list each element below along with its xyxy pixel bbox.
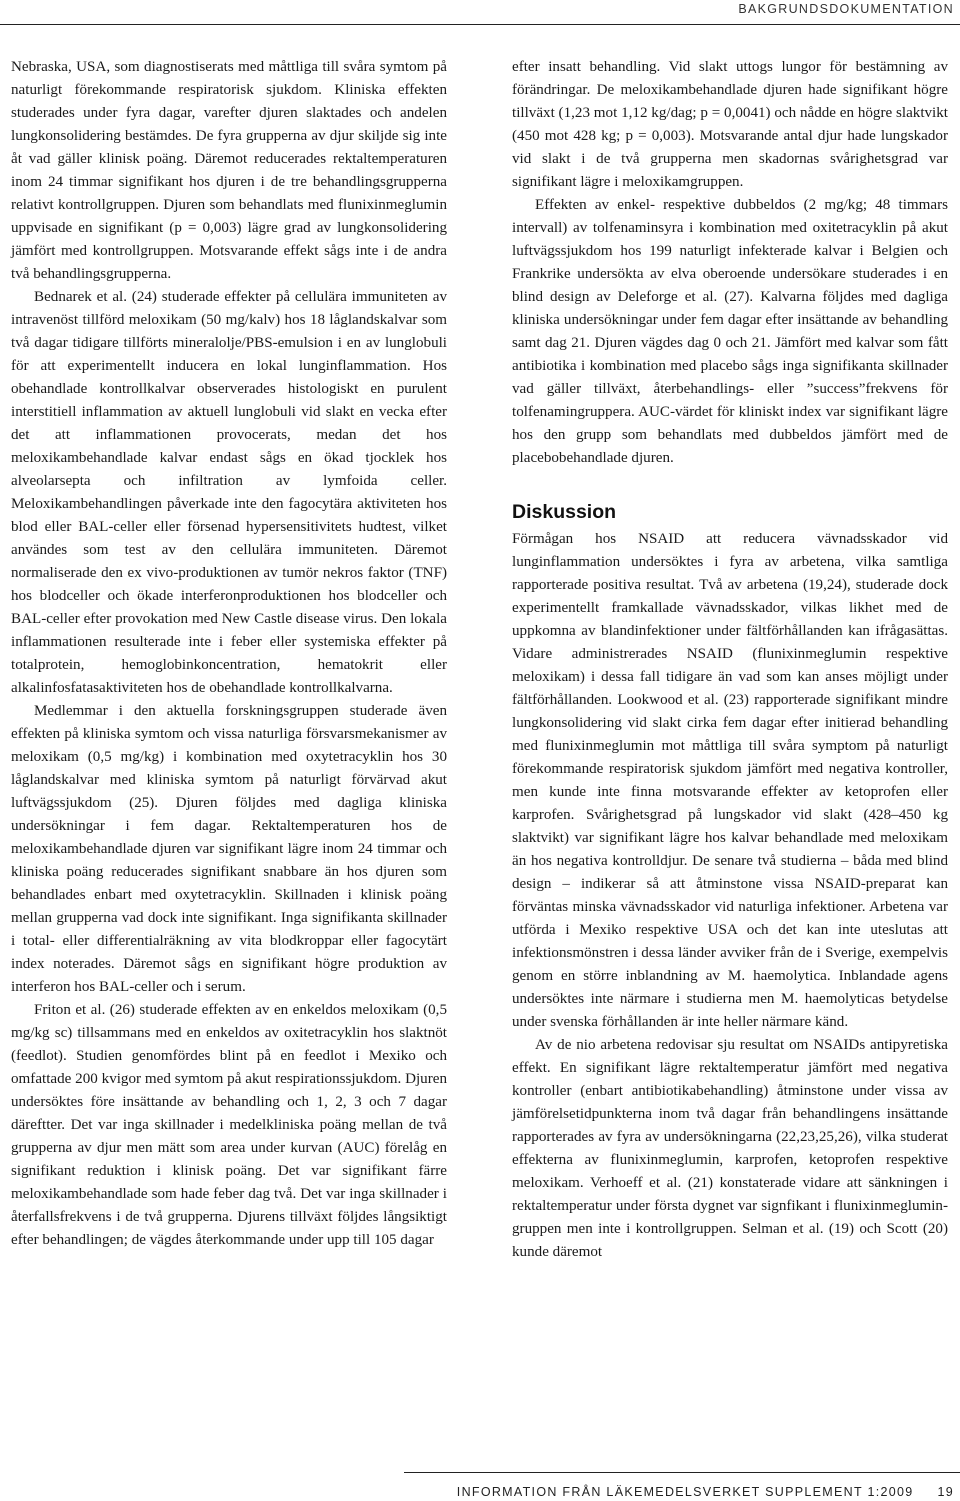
right-column xyxy=(512,56,948,1264)
body-paragraph: Förmågan hos NSAID att reducera vävnadsskador vid lunginflammation undersöktes i fyra av arbetena, vilka samtliga rapporterade positiva resultat. Två av arbetena (19,24), studerade dock experimentellt framkallade vävnadsskador, vilkas likhet med de uppkomna av blandinfektioner under fältförhållanden kan ifrågasättas. Vidare administrerades NSAID (flunixinmeglumin respektive meloxikam) i dessa fall tidigare än vad som kan anses möjligt under fältförhållanden. Lookwood et al. (23) rapporterade signifikant mindre lungkonsolidering vid slakt cirka fem dagar efter initierad behandling med flunixinmeglumin mot måttliga till svåra symptom på naturligt förekommande respiratorisk sjukdom jämfört med negativa kontroller, men kunde inte finna motsvarande effekter av ketoprofen eller karprofen. Svårighetsgrad på lungskador vid slakt (428–450 kg slaktvikt) var signifikant lägre hos kalvar behandlade med meloxikam än hos negativa kontrolldjur. De senare två studierna – båda med blind design – indikerar så att åtminstone vissa NSAID-preparat kan förväntas minska vävnadsskador vid naturliga infektioner. Arbetena var utförda i Mexiko respektive USA och det kan inte uteslutas att infektionsmönstren i dessa länder avviker från de i Sverige, exempelvis genom en större inblandning av M. haemolytica. Inblandade agens undersöktes inte närmare i studierna men M. haemolyticas betydelse under svenska förhållanden är inte heller närmare känd. xyxy=(512,531,948,1030)
body-paragraph: Bednarek et al. (24) studerade effekter på cellulära immuniteten av intravenöst tillförd meloxikam (50 mg/kalv) hos 18 låglandskalvar som två dagar tidigare tillförts mineralolje/PBS-emulsion i en av lunglobuli för att experimentellt inducera en lokal lunginflammation. Hos obehandlade kontrollkalvar observerades histologiskt en purulent interstitiell inflammation av aktuell lunglobuli vid slakt en vecka efter det att inflammationen provocerats, medan det hos meloxikambehandlade kalvar endast sågs en ökad tjocklek hos alveolarsepta och infiltration av lymfoida celler. Meloxikambehandlingen påverkade inte den fagocytära aktiviteten hos blod eller BAL-celler eller försenad hypersensitivitets hudtest, vilket användes som test av den cellulära immuniteten. Däremot normaliserade den ex vivo-produktionen av tumör nekros faktor (TNF) hos blodceller och ökade interferonproduktionen hos blodceller och BAL-celler efter provokation med New Castle disease virus. Den lokala inflammationen resulterade inte i feber eller systemiska effekter på totalprotein, hemoglobinkoncentration, hematokrit eller alkalinfosfatasaktiviteten hos de obehandlade kontrollkalvarna. xyxy=(11,289,447,696)
body-paragraph: efter insatt behandling. Vid slakt uttogs lungor för bestämning av förändringar. De meloxikambehandlade djuren hade signifikant högre tillväxt (1,23 mot 1,12 kg/dag; p = 0,0041) och nådde en högre slaktvikt (450 mot 428 kg; p = 0,003). Motsvarande antal djur hade lungskador vid slakt i de två grupperna men skadornas svårighetsgrad var signifikant lägre i meloxikamgruppen. xyxy=(512,59,948,190)
footer-divider xyxy=(404,1472,960,1473)
body-paragraph: Friton et al. (26) studerade effekten av en enkeldos meloxikam (0,5 mg/kg sc) tillsammans med en enkeldos av oxitetracyklin hos slaktnöt (feedlot). Studien genomfördes blint på en feedlot i Mexiko och omfattade 200 kvigor med symtom på akut respirationssjukdom. Djuren undersöktes före insättande av behandling och 1, 2, 3 och 7 dagar däreftter. Det var inga skillnader i medelkliniska poäng mellan de två grupperna av djur men mätt som area under kurvan (AUC) förelåg en signifikant reduktion i klinisk poäng. Det var signifikant färre meloxikambehandlade som hade feber dag två. Det var inga skillnader i återfallsfrekvens i de två grupperna. Djurens tillväxt följdes långsiktigt efter behandlingen; de vägdes återkommande under upp till 105 dagar xyxy=(11,1002,447,1248)
section-heading-diskussion: Diskussion xyxy=(512,501,617,523)
page-footer xyxy=(457,1484,954,1500)
section-label: BAKGRUNDSDOKUMENTATION xyxy=(738,2,954,16)
body-paragraph: Effekten av enkel- respektive dubbeldos (2 mg/kg; 48 timmars intervall) av tolfenaminsyra i kombination med oxitetracyklin på akut luftvägssjukdom hos 199 naturligt infekterade kalvar i Belgien och Frankrike undersökta av elva oberoende undersökare studerades i en blind design av Deleforge et al. (27). Kalvarna följdes med dagliga kliniska undersökningar under fem dagar efter insättande av behandling samt dag 21. Djuren vägdes dag 0 och 21. Jämfört med kalvar som fått antibiotika i kombination med placebo sågs inga signifikanta skillnader vad gäller tillväxt, återbehandlings- eller ”success”frekvens för tolfenamingruppera. AUC-värdet för kliniskt index var signifikant lägre hos den grupp som behandlats med dubbeldos jämfört med de placebobehandlade djuren. xyxy=(512,197,948,466)
body-paragraph: Nebraska, USA, som diagnostiserats med måttliga till svåra symtom på naturligt förekommande respiratorisk sjukdom. Kliniska effekten studerades under fyra dagar, varefter djuren slaktades och andelen lungkonsolidering bestämdes. De fyra grupperna av djur skiljde sig inte åt vad gäller klinisk poäng. Däremot reducerades rektaltemperaturen inom 24 timmar signifikant hos djuren i de tre behandlingsgrupperna relativt kontrollgruppen. Djuren som behandlats med flunixinmeglumin uppvisade en signifikant (p = 0,003) lägre grad av lungkonsolidering jämfört med kontrollgruppen. Motsvarande effekt sågs inte i de andra två behandlingsgrupperna. xyxy=(11,59,447,282)
header-divider xyxy=(0,24,960,25)
publication-title: INFORMATION FRÅN LÄKEMEDELSVERKET SUPPLEMENT 1:2009 xyxy=(456,1485,914,1499)
left-column xyxy=(11,56,447,1252)
body-paragraph: Av de nio arbetena redovisar sju resultat om NSAIDs antipyretiska effekt. En signifikant lägre rektaltemperatur jämfört med negativa kontroller (enbart antibiotikabehandling) åtminstone under vissa av jämförelsetidpunkterna inom två dagar från behandlingens insättande rapporterades av fyra av undersökningarna (22,23,25,26), vilka studerat effekterna av flunixinmeglumin, karprofen, ketoprofen respektive meloxikam. Verhoeff et al. (21) konstaterade vidare att sänkningen i rektaltemperatur under första dygnet var signfikant i flunixinmeglumin-gruppen men inte i kontrollgruppen. Selman et al. (19) och Scott (20) kunde däremot xyxy=(512,1037,948,1260)
page-number: 19 xyxy=(937,1485,954,1499)
body-paragraph: Medlemmar i den aktuella forskningsgruppen studerade även effekten på kliniska symtom och vissa naturliga försvarsmekanismer av meloxikam (0,5 mg/kg) i kombination med oxytetracyklin hos 30 låglandskalvar med kliniska symtom på naturligt förvärvad akut luftvägssjukdom (25). Djuren följdes med dagliga kliniska undersökningar i fem dagar. Rektaltemperaturen hos de meloxikambehandlade djuren var signifikant lägre inom 24 timmar och kliniska poäng reducerades signifikant snabbare än hos djuren som behandlades enbart med oxytetracyklin. Skillnaden i klinisk poäng mellan grupperna vad dock inte signifikant. Inga signifikanta skillnader i total- eller differentialräkning av vita blodkroppar eller fagocytärt index noterades. Däremot sågs en signifikant högre produktion av interferon hos BAL-celler och i serum. xyxy=(11,703,447,995)
